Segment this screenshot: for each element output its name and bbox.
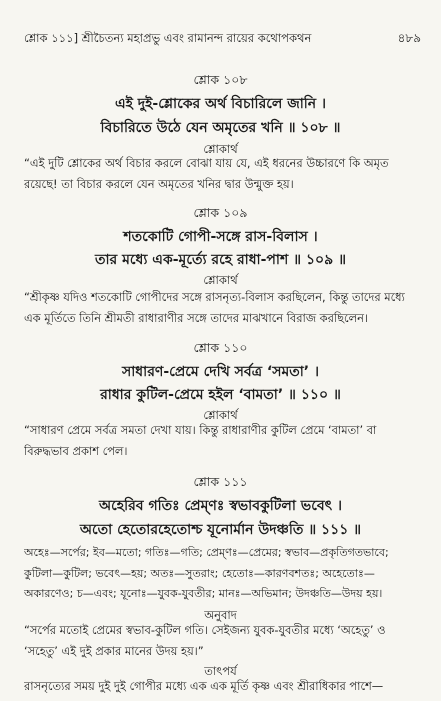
- verse-108-translation: [24, 153, 419, 195]
- verse-109-heading: শ্লোক ১০৯: [193, 205, 248, 220]
- verse-109-translation-line-2: এক মূর্তিতে তিনি শ্রীমতী রাধারাণীর সঙ্গে তাদের মাঝখানে বিরাজ করছিলেন।: [24, 311, 368, 325]
- verse-108-translation-label: শ্লোকার্থ: [203, 142, 238, 156]
- verse-110-line-1: সাধারণ-প্রেমে দেখি সর্বত্র ‘সমতা’ ।: [121, 364, 319, 380]
- verse-111-translation: [24, 620, 419, 662]
- verse-109-translation-label: শ্লোকার্থ: [203, 273, 238, 287]
- verse-111-heading: শ্লোক ১১১: [193, 474, 248, 489]
- verse-108-translation-line-2: রয়েছে! তা বিচার করলে যেন অমৃতের খনির দ্বার উন্মুক্ত হয়।: [24, 177, 294, 191]
- synonyms-line-3: অকারণেও; চ—এবং; যূনোঃ—যুবক-যুবতীর; মানঃ—অভিমান; উদঞ্চতি—উদয় হয়।: [24, 587, 383, 600]
- verse-109-line-2: তার মধ্যে এক-মূর্ত্যে রহে রাধা-পাশ ॥ ১০৯ ॥: [94, 252, 347, 268]
- purport-text: [24, 676, 419, 697]
- verse-109-translation: [24, 287, 419, 329]
- verse-110-translation-line-2: বিরুদ্ধভাব প্রকাশ পেল।: [24, 444, 128, 458]
- page-number: ৪৮৯: [397, 31, 421, 45]
- verse-111-translation-label: অনুবাদ: [204, 608, 237, 622]
- verse-108-line-1: এই দুই-শ্লোকের অর্থ বিচারিলে জানি ।: [114, 96, 327, 112]
- verse-109-translation-line-1: “শ্রীকৃষ্ণ যদিও শতকোটি গোপীদের সঙ্গে রাসনৃত্য-বিলাস করছিলেন, কিন্তু তাদের মধ্যে: [24, 290, 405, 304]
- verse-110-translation: [24, 420, 419, 462]
- synonyms-line-2: কুটিলা—কুটিল; ভবেৎ—হয়; অতঃ—সুতরাং; হেতোঃ—কারণবশতঃ; অহেতোঃ—: [24, 566, 375, 580]
- verse-111-synonyms: [24, 543, 419, 605]
- verse-110-line-2: রাধার কুটিল-প্রেমে হইল ‘বামতা’ ॥ ১১০ ॥: [100, 387, 341, 403]
- synonyms-line-1: অহেঃ—সর্পের; ইব—মতো; গতিঃ—গতি; প্রেম্ণঃ—প্রেমের; স্বভাব—প্রকৃতিগতভাবে;: [24, 546, 389, 559]
- purport-line-1: রাসনৃত্যের সময় দুই দুই গোপীর মধ্যে এক এক মূর্তি কৃষ্ণ এবং শ্রীরাধিকার পাশে—: [24, 679, 384, 693]
- verse-110-translation-line-1: “সাধারণ প্রেমে সর্বত্র সমতা দেখা যায়। কিন্তু রাধারাণীর কুটিল প্রেমে ‘বামতা’ বা: [24, 423, 377, 437]
- verse-108-heading: শ্লোক ১০৮: [193, 72, 248, 87]
- verse-111-line-2: অতো হেতোরহেতোশ্চ যূনোর্মান উদঞ্চতি ॥ ১১১ ॥: [79, 522, 362, 538]
- verse-111-translation-line-2: ‘সহেতু’ এই দুই প্রকার মানের উদয় হয়।”: [24, 644, 204, 658]
- verse-108-translation-line-1: “এই দুটি শ্লোকের অর্থ বিচার করলে বোঝা যায় যে, এই ধরনের উচ্চারণে কি অমৃত: [24, 156, 389, 170]
- verse-111-translation-line-1: “সর্পের মতোই প্রেমের স্বভাব-কুটিল গতি। সেইজন্য যুবক-যুবতীর মধ্যে ‘অহেতু’ ও: [24, 623, 386, 637]
- verse-110-translation-label: শ্লোকার্থ: [203, 408, 238, 422]
- running-header-text: শ্লোক ১১১] শ্রীচৈতন্য মহাপ্রভু এবং রামানন্দ রায়ের কথোপকথন: [24, 31, 312, 45]
- verse-110-heading: শ্লোক ১১০: [193, 340, 248, 355]
- purport-label: তাৎপর্য: [204, 664, 237, 678]
- running-header: [24, 30, 421, 48]
- verse-111-line-1: অহেরিব গতিঃ প্রেম্ণঃ স্বভাবকুটিলা ভবেৎ ।: [98, 498, 343, 514]
- verse-108-line-2: বিচারিতে উঠে যেন অমৃতের খনি ॥ ১০৮ ॥: [100, 120, 341, 136]
- verse-109-line-1: শতকোটি গোপী-সঙ্গে রাস-বিলাস ।: [123, 229, 318, 245]
